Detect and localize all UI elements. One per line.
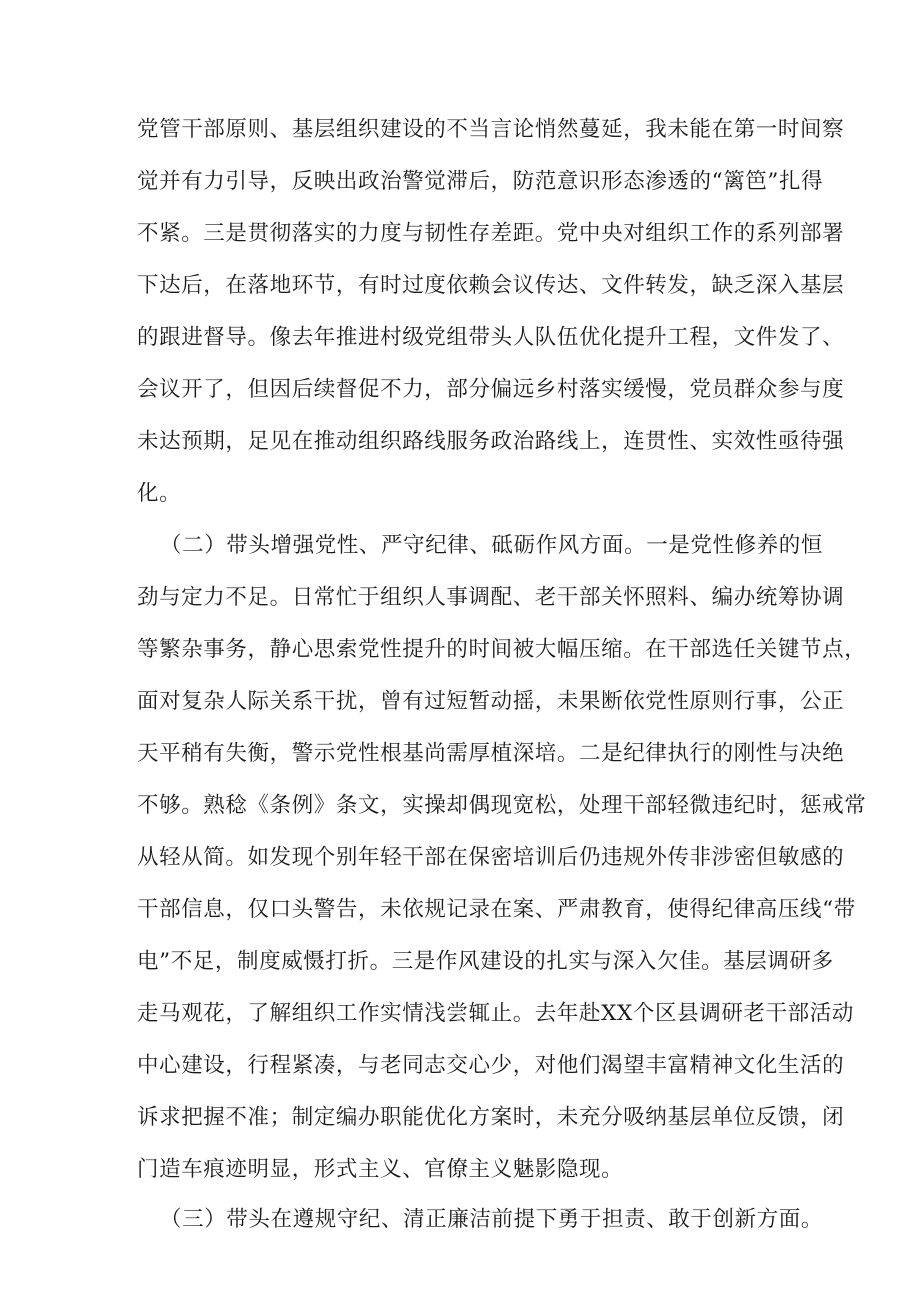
text-line: 劲与定力不足。日常忙于组织人事调配、老干部关怀照料、编办统筹协调	[137, 585, 845, 610]
text-line: 中心建设，行程紧凑，与老同志交心少，对他们渴望丰富精神文化生活的	[137, 1053, 845, 1078]
text-line: 干部信息，仅口头警告，未依规记录在案、严肃教育，使得纪律高压线“带	[137, 897, 856, 922]
text-line: 天平稍有失衡，警示党性根基尚需厚植深培。二是纪律执行的刚性与决绝	[137, 741, 845, 766]
text-line: 门造车痕迹明显，形式主义、官僚主义魅影隐现。	[137, 1157, 624, 1182]
text-line: 不紧。三是贯彻落实的力度与韧性存差距。党中央对组织工作的系列部署	[137, 221, 845, 246]
text-line: 党管干部原则、基层组织建设的不当言论悄然蔓延，我未能在第一时间察	[137, 117, 845, 142]
text-line: 诉求把握不准；制定编办职能优化方案时，未充分吸纳基层单位反馈，闭	[137, 1105, 845, 1130]
section-heading-line: （三）带头在遵规守纪、清正廉洁前提下勇于担责、敢于创新方面。	[160, 1207, 824, 1232]
text-line: 等繁杂事务，静心思索党性提升的时间被大幅压缩。在干部选任关键节点，	[137, 637, 867, 662]
text-line: 不够。熟稔《条例》条文，实操却偶现宽松，处理干部轻微违纪时，惩戒常	[137, 793, 867, 818]
text-line: 走马观花，了解组织工作实情浅尝辄止。去年赴XX个区县调研老干部活动	[137, 1001, 854, 1026]
text-line: 化。	[137, 481, 182, 506]
text-line: 下达后，在落地环节，有时过度依赖会议传达、文件转发，缺乏深入基层	[137, 273, 845, 298]
text-line: 电”不足，制度威慑打折。三是作风建设的扎实与深入欠佳。基层调研多	[137, 949, 834, 974]
text-line: 的跟进督导。像去年推进村级党组带头人队伍优化提升工程，文件发了、	[137, 325, 845, 350]
text-line: 未达预期，足见在推动组织路线服务政治路线上，连贯性、实效性亟待强	[137, 429, 845, 454]
section-heading-line: （二）带头增强党性、严守纪律、砥砺作风方面。一是党性修养的恒	[160, 533, 824, 558]
text-line: 从轻从简。如发现个别年轻干部在保密培训后仍违规外传非涉密但敏感的	[137, 845, 845, 870]
text-line: 会议开了，但因后续督促不力，部分偏远乡村落实缓慢，党员群众参与度	[137, 377, 845, 402]
text-line: 面对复杂人际关系干扰，曾有过短暂动摇，未果断依党性原则行事，公正	[137, 689, 845, 714]
text-line: 觉并有力引导，反映出政治警觉滞后，防范意识形态渗透的“篱笆”扎得	[137, 169, 824, 194]
